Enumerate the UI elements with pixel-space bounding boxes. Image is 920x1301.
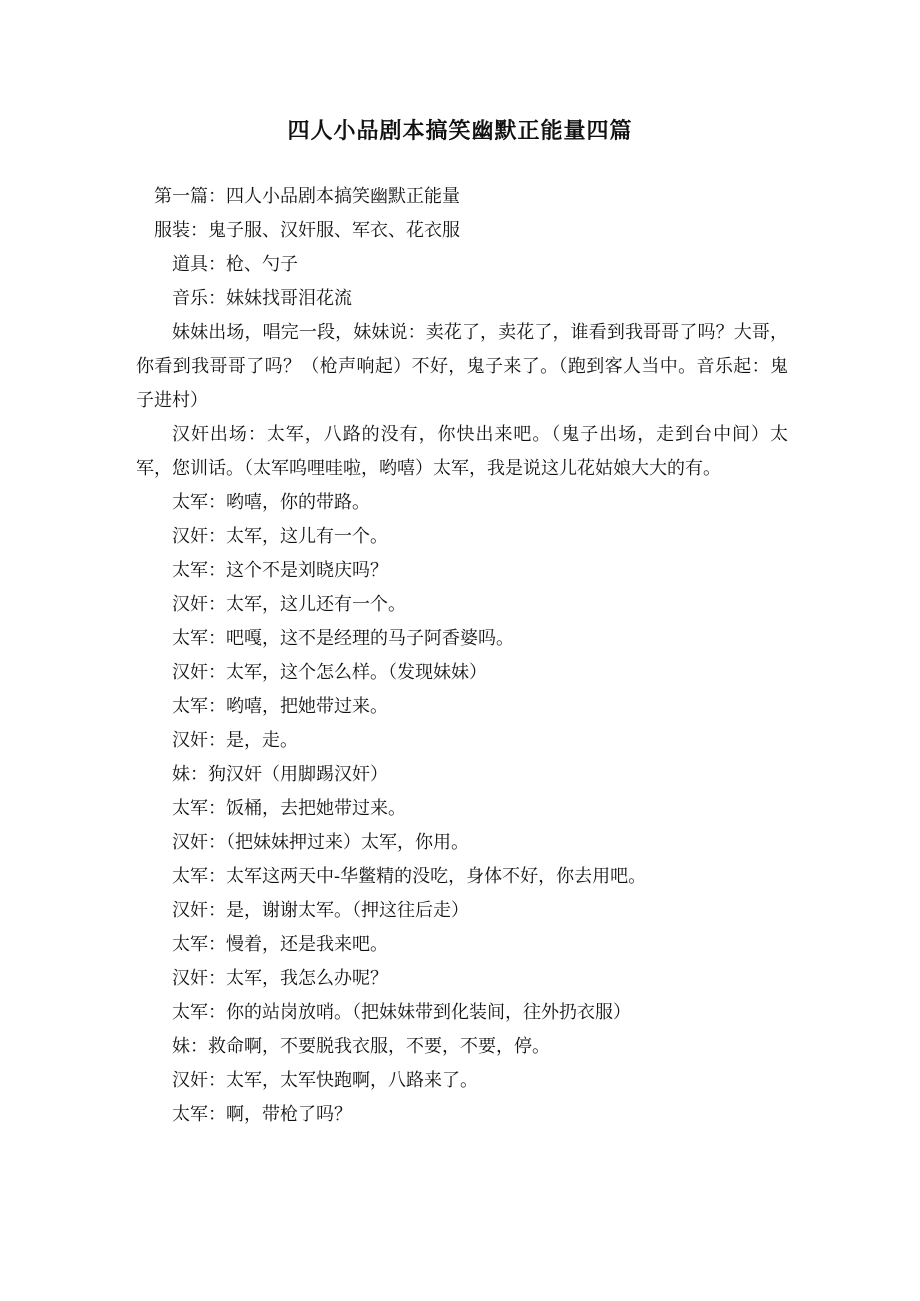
dialogue-line: 汉奸：太军，这儿还有一个。 [172,594,406,615]
dialogue-line: 汉奸：（把妹妹押过来）太军，你用。 [172,832,469,853]
dialogue-line: 太军：饭桶，去把她带过来。 [172,798,406,819]
dialogue-line: 太军：你的站岗放哨。（把妹妹带到化装间，往外扔衣服） [172,1002,631,1023]
document-body [136,180,788,1132]
dialogue-line: 汉奸：太军，我怎么办呢？ [172,968,388,989]
paragraph: 汉奸出场：太军，八路的没有，你快出来吧。（鬼子出场，走到台中间）太军，您训话。（太军呜哩哇啦，哟嘻）太军，我是说这儿花姑娘大大的有。 [136,424,788,479]
document-title: 四人小品剧本搞笑幽默正能量四篇 [287,119,633,144]
dialogue-line: 汉奸：太军，这儿有一个。 [172,526,388,547]
dialogue-line: 汉奸：是，走。 [172,730,298,751]
dialogue-line: 汉奸：太军，太军快跑啊，八路来了。 [172,1070,478,1091]
dialogue-line: 太军：这个不是刘晓庆吗？ [172,560,388,581]
dialogue-line: 太军：啊，带枪了吗？ [172,1104,352,1125]
paragraph-music: 音乐：妹妹找哥泪花流 [172,288,352,309]
dialogue-line: 太军：慢着，还是我来吧。 [172,934,388,955]
dialogue-line: 太军：哟嘻，把她带过来。 [172,696,388,717]
paragraph-costume: 服装：鬼子服、汉奸服、军衣、花衣服 [154,220,460,241]
dialogue-line: 太军：太军这两天中-华鳖精的没吃，身体不好，你去用吧。 [172,866,647,887]
dialogue-line: 汉奸：太军，这个怎么样。（发现妹妹） [172,662,487,683]
dialogue-line: 汉奸：是，谢谢太军。（押这往后走） [172,900,469,921]
dialogue-line: 太军：哟嘻，你的带路。 [172,492,370,513]
dialogue-line: 太军：吧嘎，这不是经理的马子阿香婆吗。 [172,628,514,649]
dialogue-line: 妹：狗汉奸（用脚踢汉奸） [172,764,388,785]
dialogue-line: 妹：救命啊，不要脱我衣服，不要，不要，停。 [172,1036,550,1057]
paragraph: 妹妹出场，唱完一段，妹妹说：卖花了，卖花了，谁看到我哥哥了吗？大哥，你看到我哥哥了吗？（枪声响起）不好，鬼子来了。（跑到客人当中。音乐起：鬼子进村） [136,322,788,411]
paragraph-props: 道具：枪、勺子 [172,254,298,275]
paragraph-chapter-heading: 第一篇：四人小品剧本搞笑幽默正能量 [154,186,460,207]
